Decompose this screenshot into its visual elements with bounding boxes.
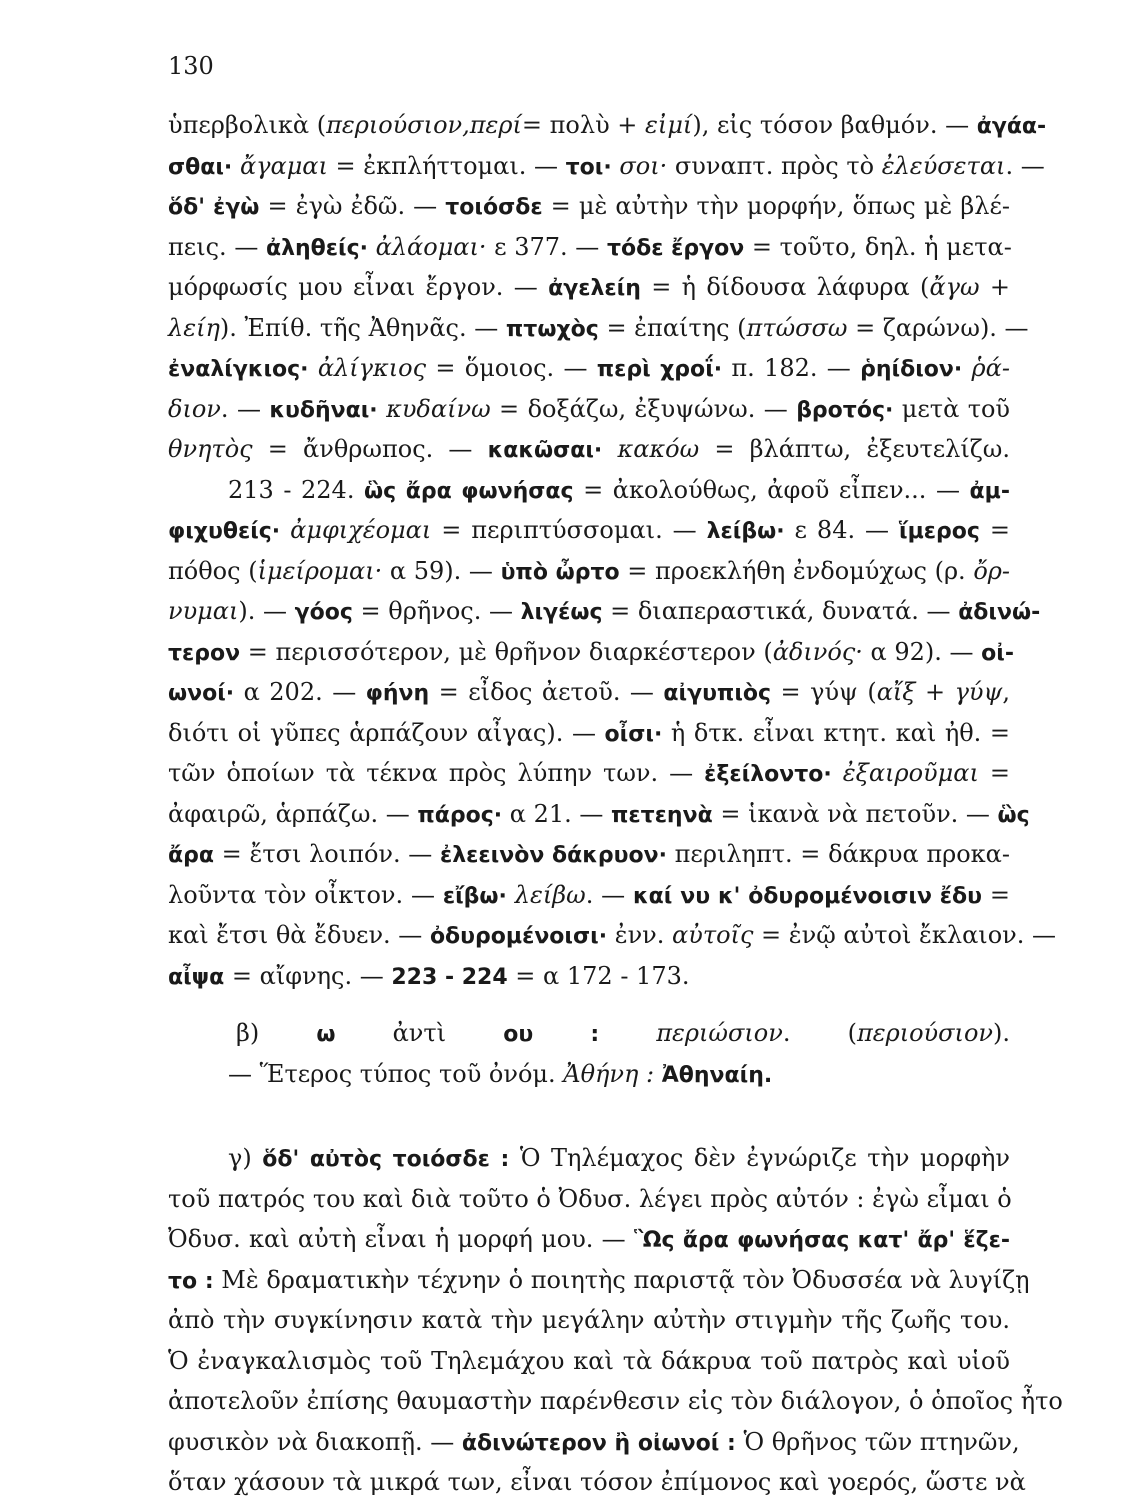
gloss-text: . — — [1005, 151, 1045, 180]
text-line — [168, 267, 1010, 308]
text-line — [168, 1013, 1010, 1054]
gloss-text: περιληπτ. = δάκρυα προκα- — [666, 840, 1010, 868]
gloss-text: . ( — [782, 1019, 857, 1047]
italic-text: πτώσσω — [746, 313, 848, 342]
italic-text: κακόω — [617, 435, 700, 463]
lemma-text: ὣς — [997, 802, 1030, 828]
gloss-text: ), εἰς τόσον βαθμόν. — — [692, 111, 977, 139]
text-line — [168, 1260, 1030, 1301]
text-line — [168, 1300, 1010, 1341]
gloss-text: ἐνν. — [607, 921, 673, 949]
section-b-block — [168, 1013, 1010, 1094]
gloss-text: γ) — [228, 1144, 263, 1172]
lemma-text: πτωχὸς — [505, 316, 599, 342]
text-line — [168, 348, 1010, 389]
page-number: 130 — [168, 52, 214, 80]
gloss-text: . — — [585, 880, 634, 909]
lemma-text: αἰγυπιὸς — [663, 681, 772, 706]
text-line — [168, 1381, 1063, 1422]
gloss-text: Ὁ Τηλέμαχος δὲν ἐγνώριζε τὴν μορφὴν — [509, 1144, 1010, 1172]
lemma-text: περὶ χροΐ· — [596, 357, 723, 382]
lemma-text: καί νυ κ' ὀδυρομένοισιν ἔδυ — [633, 883, 983, 909]
lemma-text: εἴβω· — [442, 883, 507, 909]
gloss-text: + — [915, 678, 955, 706]
gloss-text: Ὁ θρῆνος τῶν πτηνῶν, — [735, 1427, 1020, 1456]
gloss-text: ἀπὸ τὴν συγκίνησιν κατὰ τὴν μεγάλην αὐτὴν στιγμὴν τῆς ζωῆς του. — [168, 1306, 1010, 1334]
gloss-text: ἀποτελοῦν ἐπίσης θαυμαστὴν παρένθεσιν εἰς τὸν διάλογον, ὁ ὁποῖος ἦτο — [168, 1387, 1063, 1415]
gloss-text: = ἐκπλήττομαι. — — [327, 151, 566, 180]
lemma-text: ῥηίδιον· — [860, 357, 963, 382]
gloss-text: μετὰ τοῦ — [893, 394, 1011, 423]
gloss-text — [368, 233, 376, 261]
italic-text: ἀλάομαι· — [375, 232, 487, 261]
italic-text: κυδαίνω — [386, 394, 491, 423]
text-line — [168, 1138, 1010, 1179]
gloss-text: = δοξάζω, ἐξυψώνω. — — [490, 394, 797, 423]
italic-text: ἱμείρομαι· — [257, 556, 383, 585]
gloss-text: ἀφαιρῶ, ἁρπάζω. — — [168, 799, 418, 828]
lemma-text: ἀμ- — [969, 478, 1010, 504]
lemma-text: φήνη — [365, 681, 430, 706]
gloss-text: ). — — [238, 597, 295, 625]
gloss-text: ε 84. — — [784, 516, 899, 544]
italic-text: γύψ — [954, 678, 1003, 706]
gloss-text: = — [979, 516, 1010, 544]
lemma-text: 223 - 224 — [391, 964, 508, 990]
lemma-text: ου : — [503, 1022, 600, 1047]
italic-text: νυμαι — [168, 597, 239, 625]
text-line — [168, 794, 1030, 835]
gloss-text: = αἴφνης. — — [224, 961, 392, 990]
italic-text: ἀλίγκιος — [317, 354, 427, 382]
lemma-text: βροτός· — [796, 397, 894, 423]
gloss-text: = ἐνῷ αὐτοὶ ἔκλαιον. — — [753, 921, 1056, 949]
gloss-text — [962, 354, 971, 382]
section-c-block — [168, 1138, 1063, 1503]
text-line — [168, 1179, 1010, 1220]
gloss-text: — Ἕτερος τύπος τοῦ ὀνόμ. — [228, 1059, 564, 1088]
lemma-text: τοιόσδε — [445, 195, 543, 220]
text-line — [168, 1054, 1010, 1095]
italic-text: διον — [168, 394, 221, 423]
gloss-text: = ἱκανὰ νὰ πετοῦν. — — [712, 799, 998, 828]
gloss-text: , — [1002, 678, 1010, 706]
gloss-text: α 59). — — [382, 556, 501, 585]
text-line — [168, 1462, 1026, 1503]
gloss-text: Μὲ δραματικὴν τέχνην ὁ ποιητὴς παριστᾷ τὸν Ὀδυσσέα νὰ λυγίζῃ — [213, 1265, 1030, 1294]
lemma-text: ἀδινώτερον ἢ οἰωνοί : — [461, 1430, 736, 1456]
gloss-text: λοῦντα τὸν οἶκτον. — — [168, 880, 443, 909]
gloss-text: καὶ ἔτσι θὰ ἔδυεν. — — [168, 921, 430, 949]
lemma-text: ὀδυρομένοισι· — [429, 924, 608, 949]
text-line — [168, 753, 1010, 794]
lemma-text: κακῶσαι· — [487, 438, 603, 463]
gloss-text: = εἶδος ἀετοῦ. — — [429, 678, 664, 706]
text-line — [168, 146, 1045, 187]
gloss-text: τοῦ πατρός του καὶ διὰ τοῦτο ὁ Ὀδυσ. λέγει πρὸς αὐτόν : ἐγὼ εἶμαι ὁ — [168, 1184, 1012, 1213]
lemma-text: οἶσι· — [604, 721, 663, 747]
lemma-text: ἐξείλοντο· — [704, 762, 832, 787]
gloss-text: = ἐπαίτης ( — [598, 313, 747, 342]
lemma-text: πετεηνὰ — [611, 802, 713, 828]
text-line — [168, 510, 1010, 551]
gloss-text: = ἄνθρωπος. — — [252, 435, 488, 463]
lemma-text: ὅδ' αὐτὸς τοιόσδε : — [262, 1147, 510, 1172]
text-line — [168, 1341, 1010, 1382]
lemma-text: ὣς ἄρα φωνήσας — [364, 478, 574, 504]
gloss-text: Ὁ ἐναγκαλισμὸς τοῦ Τηλεμάχου καὶ τὰ δάκρυα τοῦ πατρὸς καὶ υἱοῦ — [168, 1346, 1010, 1375]
lemma-text: Ἀθηναίη. — [661, 1062, 773, 1088]
text-line — [168, 186, 1010, 227]
lemma-text: αἶψα — [168, 964, 225, 990]
gloss-text: = ἀκολούθως, ἀφοῦ εἶπεν... — — [573, 475, 970, 504]
text-line — [168, 713, 1010, 754]
gloss-text: διότι οἱ γῦπες ἁρπάζουν αἶγας). — — [168, 718, 605, 747]
gloss-text: = ἡ δίδουσα λάφυρα ( — [640, 273, 930, 301]
italic-text: ἐλεύσεται — [881, 151, 1006, 180]
italic-text: λείβω — [514, 880, 586, 909]
gloss-text: = βλάπτω, ἐξευτελίζω. — [699, 435, 1010, 463]
italic-text: περιούσιον,περί — [326, 111, 522, 139]
text-line — [168, 875, 1010, 916]
gloss-text: = προεκλήθη ἐνδομύχως (ρ. — [619, 556, 974, 585]
lemma-text: ἐναλίγκιος· — [168, 357, 309, 382]
gloss-text: ἀντὶ — [335, 1019, 504, 1047]
text-line — [168, 632, 1014, 673]
lemma-text: ἄρα — [168, 843, 214, 868]
gloss-text: = ζαρώνω). — — [847, 313, 1029, 342]
gloss-text — [232, 152, 240, 180]
italic-text: ἀδινός· — [772, 637, 863, 666]
italic-text: λείη — [168, 313, 220, 342]
italic-text: ἐξαιροῦμαι — [842, 759, 979, 787]
gloss-text: = περισσότερον, μὲ θρῆνον διαρκέστερον ( — [240, 637, 773, 666]
lemma-text: ἐλεεινὸν δάκρυον· — [439, 843, 667, 868]
italic-text: ἀμφιχέομαι — [290, 516, 432, 544]
gloss-text: α 202. — — [234, 678, 366, 706]
gloss-text: = θρῆνος. — — [352, 597, 521, 625]
gloss-text: συναπτ. πρὸς τὸ — [667, 151, 882, 180]
gloss-text: α 92). — — [862, 637, 982, 666]
text-line — [168, 1219, 1010, 1260]
gloss-text — [378, 395, 386, 423]
italic-text: αὐτοῖς — [672, 921, 754, 949]
gloss-text: ). — [992, 1019, 1010, 1047]
italic-text: ῥά- — [971, 354, 1010, 382]
lemma-text: λιγέως — [520, 600, 603, 625]
gloss-text: ἡ δτκ. εἶναι κτητ. καὶ ἠθ. = — [662, 718, 1010, 747]
lemma-text: τοι· — [565, 154, 612, 180]
lemma-text: ἀληθείς· — [265, 235, 368, 261]
italic-text: ἄγω — [929, 273, 980, 301]
text-line — [168, 672, 1010, 713]
text-line — [168, 105, 1047, 146]
gloss-text: πεις. — — [168, 232, 266, 261]
gloss-text: ὅταν χάσουν τὰ μικρά των, εἶναι τόσον ἐπίμονος καὶ γοερός, ὥστε νὰ — [168, 1468, 1026, 1496]
gloss-text: ε 377. — — [486, 232, 607, 261]
text-line — [168, 956, 1010, 997]
gloss-text — [507, 881, 515, 909]
gloss-text: = — [982, 880, 1010, 909]
lemma-text: φιχυθείς· — [168, 519, 281, 544]
gloss-text: α 21. — — [502, 799, 611, 828]
gloss-text — [599, 1019, 656, 1047]
gloss-text: πόθος ( — [168, 556, 258, 585]
lemma-text: Ὣς ἄρα φωνήσας κατ' ἄρ' ἕζε- — [633, 1228, 1010, 1253]
text-line — [168, 1422, 1020, 1463]
lemma-text: ἀγελείη — [548, 276, 641, 301]
text-line — [168, 308, 1029, 349]
lemma-text: ἵμερος — [899, 519, 980, 544]
gloss-text: = γύψ ( — [771, 678, 877, 706]
lemma-text: τόδε ἔργον — [606, 235, 745, 261]
text-line — [168, 389, 1010, 430]
lemma-text: σθαι· — [168, 154, 233, 180]
italic-text: Ἀθήνη : — [563, 1059, 655, 1088]
gloss-text: = πολὺ + — [521, 111, 646, 139]
lemma-text: κυδῆναι· — [269, 397, 378, 423]
lemma-text: λείβω· — [706, 519, 785, 544]
gloss-text: ὑπερβολικὰ ( — [168, 111, 327, 139]
gloss-text: ). Ἐπίθ. τῆς Ἀθηνᾶς. — — [219, 313, 506, 342]
gloss-text: φυσικὸν νὰ διακοπῇ. — — [168, 1427, 462, 1456]
gloss-text: = μὲ αὐτὴν τὴν μορφήν, ὅπως μὲ βλέ- — [542, 192, 1011, 220]
text-line — [168, 591, 1041, 632]
gloss-text: 213 - 224. — [228, 475, 364, 504]
lemma-text: ωνοί· — [168, 681, 235, 706]
gloss-text: = διαπεραστικά, δυνατά. — — [602, 597, 959, 625]
text-line — [168, 834, 1010, 875]
lemma-text: γόος — [294, 600, 353, 625]
italic-text: ἄγαμαι — [239, 151, 328, 180]
gloss-text: = περιπτύσσομαι. — — [431, 516, 707, 544]
gloss-text: τῶν ὁποίων τὰ τέκνα πρὸς λύπην των. — — [168, 759, 705, 787]
lemma-text: ἀγάα- — [976, 114, 1047, 139]
gloss-text — [654, 1060, 662, 1088]
text-line — [168, 429, 1010, 470]
lemma-text: ω — [316, 1022, 336, 1047]
lemma-text: τερον — [168, 640, 241, 666]
lemma-text: το : — [168, 1268, 214, 1294]
lemma-text: ὅδ' ἐγὼ — [168, 195, 260, 220]
lemma-text: ἀδινώ- — [958, 600, 1041, 625]
gloss-text: = ἔτσι λοιπόν. — — [213, 840, 440, 868]
text-line — [168, 227, 1010, 268]
gloss-text: = ὅμοιος. — — [426, 354, 597, 382]
commentary-block — [168, 105, 1056, 996]
gloss-text: μόρφωσίς μου εἶναι ἔργον. — — [168, 273, 549, 301]
gloss-text — [280, 516, 290, 544]
gloss-text: Ὀδυσ. καὶ αὐτὴ εἶναι ἡ μορφή μου. — — [168, 1225, 634, 1253]
italic-text: αἴξ — [876, 678, 916, 706]
text-line — [168, 470, 1010, 511]
gloss-text: β) — [236, 1019, 317, 1047]
gloss-text: = ἐγὼ ἐδῶ. — — [259, 192, 446, 220]
text-line — [168, 915, 1056, 956]
gloss-text — [309, 354, 318, 382]
italic-text: σοι· — [619, 151, 668, 180]
gloss-text: π. 182. — — [722, 354, 861, 382]
gloss-text — [602, 435, 617, 463]
italic-text: ὄρ- — [973, 556, 1010, 585]
gloss-text: . — — [220, 394, 270, 423]
italic-text: περιούσιον — [856, 1019, 993, 1047]
gloss-text: = — [978, 759, 1010, 787]
gloss-text: = α 172 - 173. — [507, 961, 690, 990]
italic-text: εἰμί — [645, 111, 693, 139]
lemma-text: ὑπὸ ὦρτο — [500, 559, 620, 585]
gloss-text: = τοῦτο, δηλ. ἡ μετα- — [744, 232, 1012, 261]
gloss-text — [832, 759, 843, 787]
lemma-text: πάρος· — [417, 802, 503, 828]
text-line — [168, 551, 1010, 592]
gloss-text: + — [979, 273, 1011, 301]
italic-text: θνητὸς — [168, 435, 253, 463]
italic-text: περιώσιον — [656, 1019, 783, 1047]
lemma-text: οἰ- — [981, 640, 1014, 666]
